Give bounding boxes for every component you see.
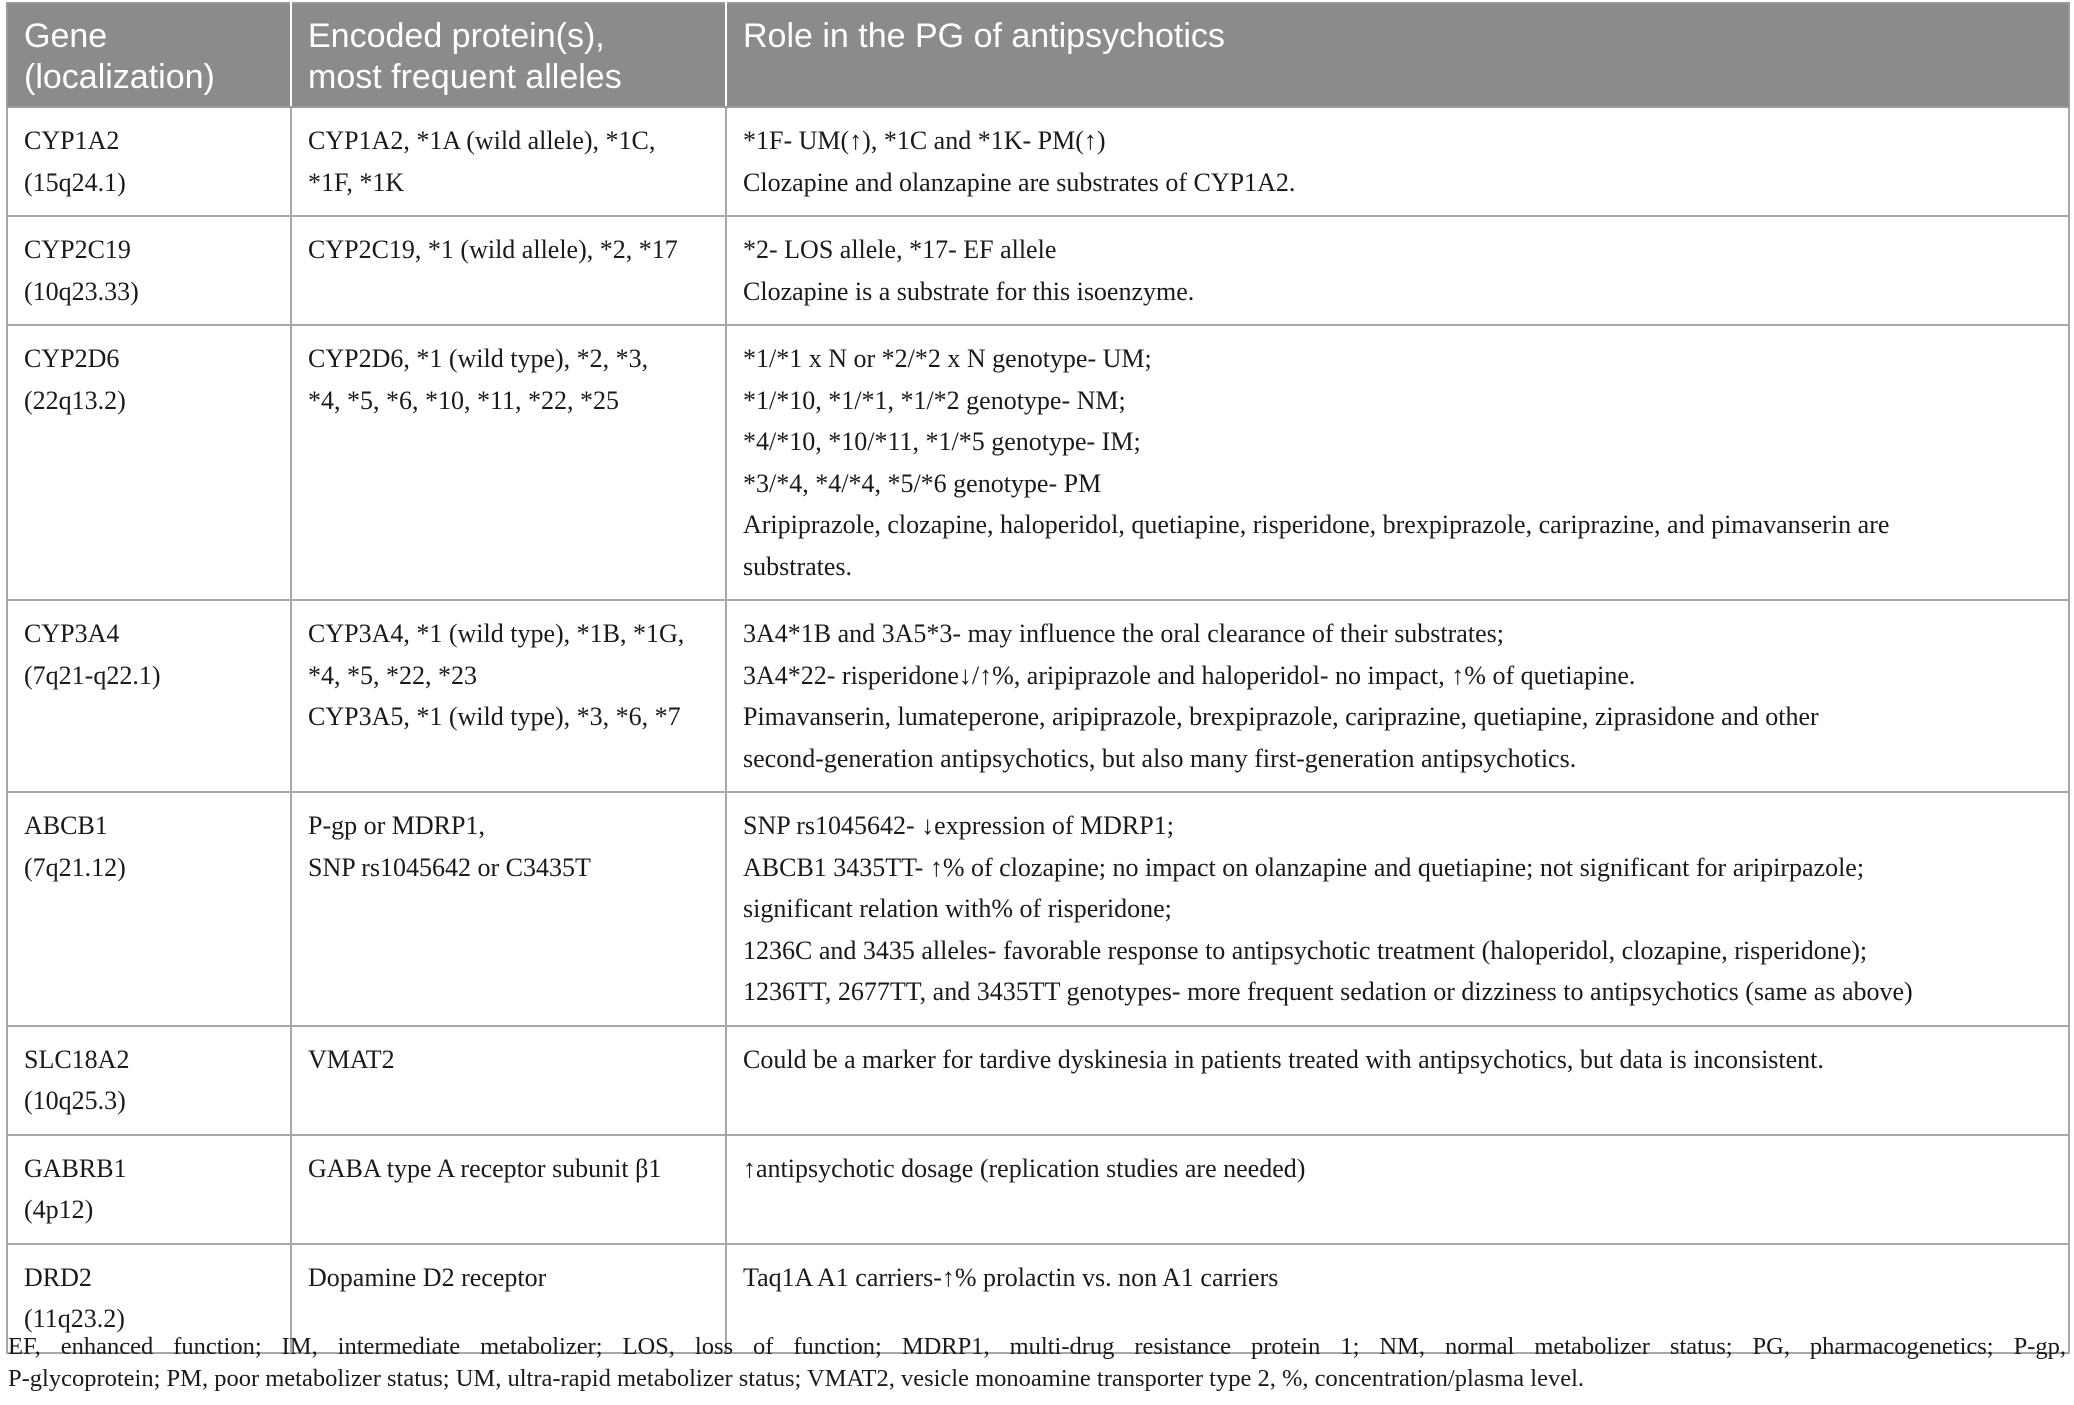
gene-cell	[7, 600, 291, 792]
footnote-line: P-glycoprotein; PM, poor metabolizer status; UM, ultra-rapid metabolizer status; VMAT2, vesicle monoamine transporter type 2, %, concentration/plasma level.	[8, 1365, 1585, 1392]
pharmacogenetics-table	[6, 2, 2070, 1354]
table-row	[7, 792, 2069, 1026]
header-protein	[291, 3, 726, 107]
header-gene-line-2: (localization)	[24, 58, 215, 96]
role-line: ↑antipsychotic dosage (replication studies are needed)	[743, 1153, 1306, 1183]
role-line: *3/*4, *4/*4, *5/*6 genotype- PM	[743, 468, 1102, 498]
table-row	[7, 107, 2069, 216]
protein-cell	[291, 325, 726, 600]
gene-cell	[7, 325, 291, 600]
gene-cell	[7, 1135, 291, 1244]
gene-name: DRD2	[24, 1262, 92, 1292]
footnote-line: EF, enhanced function; IM, intermediate metabolizer; LOS, loss of function; MDRP1, multi-drug resistance protein 1; NM, normal metabolizer status; PG, pharmacogenetics; P-gp,	[8, 1333, 2066, 1360]
role-cell	[726, 1026, 2069, 1135]
gene-cell	[7, 792, 291, 1026]
table-row	[7, 1026, 2069, 1135]
role-line: Clozapine is a substrate for this isoenzyme.	[743, 276, 1195, 306]
protein-line: *4, *5, *22, *23	[308, 660, 477, 690]
role-line: *2- LOS allele, *17- EF allele	[743, 235, 1057, 264]
protein-line: VMAT2	[308, 1044, 395, 1074]
gene-cell	[7, 1026, 291, 1135]
gene-localization: (4p12)	[24, 1195, 94, 1224]
table-footnote	[8, 1331, 2066, 1395]
gene-name: GABRB1	[24, 1153, 127, 1183]
protein-cell	[291, 600, 726, 792]
protein-line: GABA type A receptor subunit β1	[308, 1153, 662, 1183]
gene-name: CYP3A4	[24, 619, 120, 648]
role-line: 1236C and 3435 alleles- favorable response to antipsychotic treatment (haloperidol, clozapine, risperidone);	[743, 935, 1868, 965]
table-row	[7, 325, 2069, 600]
role-cell	[726, 792, 2069, 1026]
header-protein-line-1: Encoded protein(s),	[308, 17, 605, 55]
role-line: significant relation with% of risperidone;	[743, 894, 1172, 923]
header-row	[7, 3, 2069, 107]
gene-cell	[7, 216, 291, 325]
role-cell	[726, 1135, 2069, 1244]
table-header	[7, 3, 2069, 107]
table-row	[7, 216, 2069, 325]
role-line: *1F- UM(↑), *1C and *1K- PM(↑)	[743, 126, 1106, 155]
protein-cell	[291, 792, 726, 1026]
protein-line: *4, *5, *6, *10, *11, *22, *25	[308, 385, 620, 415]
header-gene	[7, 3, 291, 107]
gene-localization: (11q23.2)	[24, 1304, 125, 1333]
gene-localization: (10q23.33)	[24, 276, 139, 306]
gene-localization: (22q13.2)	[24, 385, 126, 415]
role-line: Could be a marker for tardive dyskinesia in patients treated with antipsychotics, but data is inconsistent.	[743, 1044, 1824, 1074]
role-line: SNP rs1045642- ↓expression of MDRP1;	[743, 811, 1174, 840]
protein-line: CYP2D6, *1 (wild type), *2, *3,	[308, 344, 649, 373]
role-line: substrates.	[743, 551, 853, 581]
table-row	[7, 600, 2069, 792]
role-line: 3A4*22- risperidone↓/↑%, aripiprazole and haloperidol- no impact, ↑% of quetiapine.	[743, 660, 1636, 690]
role-line: *1/*10, *1/*1, *1/*2 genotype- NM;	[743, 385, 1126, 415]
protein-line: SNP rs1045642 or C3435T	[308, 852, 591, 882]
role-line: *1/*1 x N or *2/*2 x N genotype- UM;	[743, 344, 1152, 373]
protein-cell	[291, 1135, 726, 1244]
role-line: ABCB1 3435TT- ↑% of clozapine; no impact on olanzapine and quetiapine; not significant for aripirpazole;	[743, 852, 1865, 882]
gene-name: CYP2C19	[24, 235, 131, 264]
role-line: 3A4*1B and 3A5*3- may influence the oral clearance of their substrates;	[743, 619, 1504, 648]
protein-line: CYP1A2, *1A (wild allele), *1C,	[308, 126, 656, 155]
gene-localization: (7q21.12)	[24, 852, 126, 882]
gene-name: SLC18A2	[24, 1044, 130, 1074]
protein-line: *1F, *1K	[308, 167, 405, 197]
protein-line: CYP3A4, *1 (wild type), *1B, *1G,	[308, 619, 685, 648]
protein-cell	[291, 216, 726, 325]
role-line: Pimavanserin, lumateperone, aripiprazole, brexpiprazole, cariprazine, quetiapine, ziprasidone and other	[743, 702, 1819, 731]
role-cell	[726, 325, 2069, 600]
header-protein-line-2: most frequent alleles	[308, 58, 622, 96]
role-line: Clozapine and olanzapine are substrates of CYP1A2.	[743, 167, 1296, 197]
header-gene-line-1: Gene	[24, 17, 108, 55]
gene-name: ABCB1	[24, 811, 108, 840]
header-role-line-1: Role in the PG of antipsychotics	[743, 17, 1225, 55]
role-line: Aripiprazole, clozapine, haloperidol, quetiapine, risperidone, brexpiprazole, cariprazine, and pimavanserin are	[743, 510, 1890, 539]
protein-cell	[291, 107, 726, 216]
gene-name: CYP1A2	[24, 126, 120, 155]
role-line: *4/*10, *10/*11, *1/*5 genotype- IM;	[743, 427, 1141, 456]
role-line: second-generation antipsychotics, but also many first-generation antipsychotics.	[743, 743, 1577, 773]
role-line: 1236TT, 2677TT, and 3435TT genotypes- more frequent sedation or dizziness to antipsychotics (same as above)	[743, 977, 1913, 1006]
role-cell	[726, 600, 2069, 792]
gene-localization: (7q21-q22.1)	[24, 660, 161, 690]
gene-localization: (10q25.3)	[24, 1086, 126, 1115]
table-row	[7, 1135, 2069, 1244]
role-cell	[726, 107, 2069, 216]
table-body	[7, 107, 2069, 1353]
role-cell	[726, 216, 2069, 325]
header-role	[726, 3, 2069, 107]
protein-cell	[291, 1026, 726, 1135]
role-line: Taq1A A1 carriers-↑% prolactin vs. non A1 carriers	[743, 1262, 1279, 1292]
protein-line: CYP2C19, *1 (wild allele), *2, *17	[308, 235, 678, 264]
protein-line: Dopamine D2 receptor	[308, 1262, 547, 1292]
gene-cell	[7, 107, 291, 216]
gene-localization: (15q24.1)	[24, 167, 126, 197]
protein-line: P-gp or MDRP1,	[308, 811, 485, 840]
protein-line: CYP3A5, *1 (wild type), *3, *6, *7	[308, 702, 681, 731]
gene-name: CYP2D6	[24, 344, 120, 373]
